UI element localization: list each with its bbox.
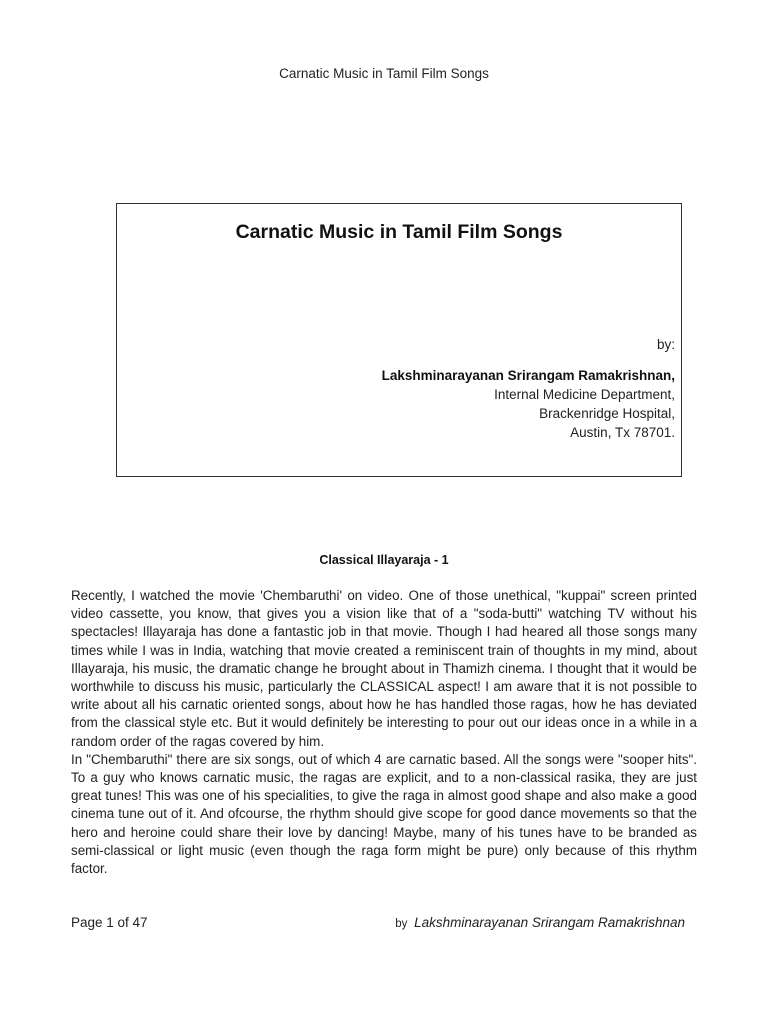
section-heading: Classical Illayaraja - 1 (319, 553, 449, 567)
paragraph-2: In "Chembaruthi" there are six songs, out of which 4 are carnatic based. All the songs were "sooper hits". To a guy who knows carnatic music, the ragas are explicit, and to a non-classical rasika, they are just great tunes! This was one of his specialities, to give the raga in almost good shape and also make a good cinema tune out of it. And ofcourse, the rhythm should give scope for good dance movements so that the hero and heroine could share their love by dancing! Maybe, many of his tunes have to be branded as semi-classical or light music (even though the raga form might be pure) only because of this rhythm factor. (71, 751, 697, 877)
author-block (382, 335, 675, 442)
page-number: Page 1 of 47 (71, 915, 148, 930)
body-text (71, 587, 697, 878)
affiliation-city: Austin, Tx 78701. (570, 425, 675, 440)
footer-author: Lakshminarayanan Srirangam Ramakrishnan (414, 915, 685, 930)
title-box (116, 203, 682, 477)
affiliation-department: Internal Medicine Department, (494, 387, 675, 402)
footer-attribution (395, 915, 685, 930)
author-name: Lakshminarayanan Srirangam Ramakrishnan, (381, 368, 675, 383)
by-label: by: (656, 337, 675, 352)
document-title: Carnatic Music in Tamil Film Songs (235, 221, 563, 243)
running-header: Carnatic Music in Tamil Film Songs (279, 66, 489, 81)
footer-by-label: by (395, 918, 408, 930)
paragraph-1: Recently, I watched the movie 'Chembaruthi' on video. One of those unethical, "kuppai" screen printed video cassette, you know, that gives you a vision like that of a "soda-butti" watching TV without his spectacles! Illayaraja has done a fantastic job in that movie. Though I had heared all those songs many times while I was in India, watching that movie created a reminiscent train of thoughts in my mind, about Illayaraja, his music, the dramatic change he brought about in Thamizh cinema. I thought that it would be worthwhile to discuss his music, particularly the CLASSICAL aspect! I am aware that it is not possible to write about all his carnatic oriented songs, about how he has handled those ragas, how he has deviated from the classical style etc. But it would definitely be interesting to pour out our ideas once in a while in a random order of the ragas covered by him. (71, 588, 697, 749)
affiliation-hospital: Brackenridge Hospital, (539, 406, 675, 421)
